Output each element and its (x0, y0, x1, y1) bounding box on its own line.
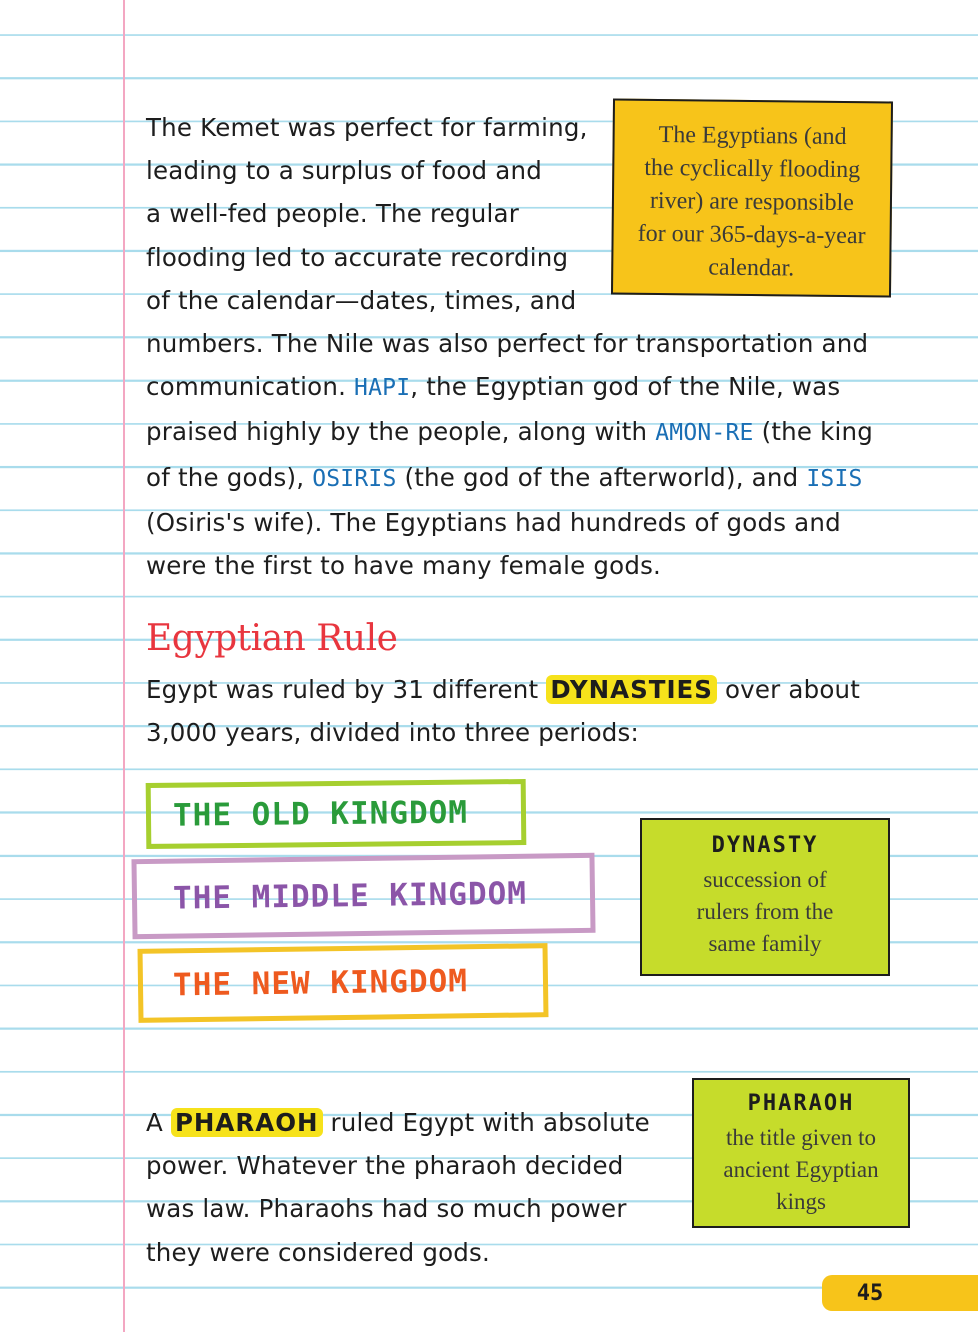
old-kingdom-label: THE OLD KINGDOM (146, 779, 527, 849)
rule-line (146, 668, 906, 711)
section-heading: Egyptian Rule (146, 618, 398, 659)
intro-line: flooding led to accurate recording (146, 242, 569, 272)
text-run: (the king (753, 417, 873, 447)
text-run: of the gods), (146, 462, 313, 492)
dynasty-definition-box (640, 818, 890, 976)
pharaoh-line: they were considered gods. (146, 1237, 490, 1267)
term-osiris: OSIRIS (312, 465, 397, 492)
definition-line: kings (776, 1189, 826, 1214)
page-number: 45 (822, 1275, 978, 1311)
term-hapi: HAPI (354, 375, 411, 402)
callout-line: river) are responsible (649, 187, 855, 217)
rule-paragraph (146, 668, 906, 754)
text-run: , the Egyptian god of the Nile, was (410, 372, 841, 402)
intro-line (146, 456, 906, 501)
intro-line: of the calendar—dates, times, and (146, 285, 577, 315)
pharaoh-definition-box (692, 1078, 910, 1228)
definition-line: same family (708, 931, 822, 956)
definition-line: the title given to (725, 1125, 877, 1150)
pharaoh-box-title: PHARAOH (747, 1091, 855, 1116)
definition-line: ancient Egyptian (723, 1157, 879, 1182)
middle-kingdom-label: THE MIDDLE KINGDOM (131, 853, 595, 939)
intro-line (146, 365, 906, 410)
intro-line: were the first to have many female gods. (146, 551, 662, 581)
text-run: communication. (146, 372, 355, 402)
highlight-pharaoh: PHARAOH (171, 1108, 323, 1137)
intro-line: numbers. The Nile was also perfect for transportation and (146, 329, 869, 359)
pharaoh-line: power. Whatever the pharaoh decided (146, 1151, 624, 1181)
highlight-dynasties: DYNASTIES (546, 675, 717, 704)
dynasty-box-title: DYNASTY (711, 833, 819, 858)
pharaoh-paragraph (146, 1101, 666, 1274)
definition-line: rulers from the (696, 899, 834, 924)
text-run: ruled Egypt with absolute (322, 1108, 650, 1137)
term-isis: ISIS (806, 465, 863, 492)
intro-line: (Osiris's wife). The Egyptians had hundreds of gods and (146, 507, 841, 537)
callout-line: calendar. (708, 254, 795, 282)
intro-line: leading to a surplus of food and (146, 156, 542, 186)
definition-line: succession of (703, 867, 827, 892)
callout-line: for our 365-days-a-year (637, 220, 866, 250)
text-run: Egypt was ruled by 31 different (146, 675, 547, 704)
text-run: A (146, 1108, 171, 1137)
pharaoh-line: was law. Pharaohs had so much power (146, 1194, 627, 1224)
intro-line: a well-fed people. The regular (146, 199, 519, 229)
term-amon-re: AMON-RE (655, 420, 754, 447)
callout-line: the cyclically flooding (644, 154, 861, 184)
intro-line (146, 410, 906, 455)
rule-line: 3,000 years, divided into three periods: (146, 718, 639, 748)
text-run: (the god of the afterworld), and (396, 462, 807, 492)
new-kingdom-label: THE NEW KINGDOM (138, 943, 549, 1023)
text-run: over about (716, 675, 861, 704)
notebook-margin-line (123, 0, 125, 1332)
calendar-callout (611, 99, 893, 298)
callout-line: The Egyptians (and (658, 122, 847, 150)
text-run: praised highly by the people, along with (146, 417, 656, 447)
pharaoh-line (146, 1101, 666, 1144)
intro-line: The Kemet was perfect for farming, (146, 113, 588, 142)
